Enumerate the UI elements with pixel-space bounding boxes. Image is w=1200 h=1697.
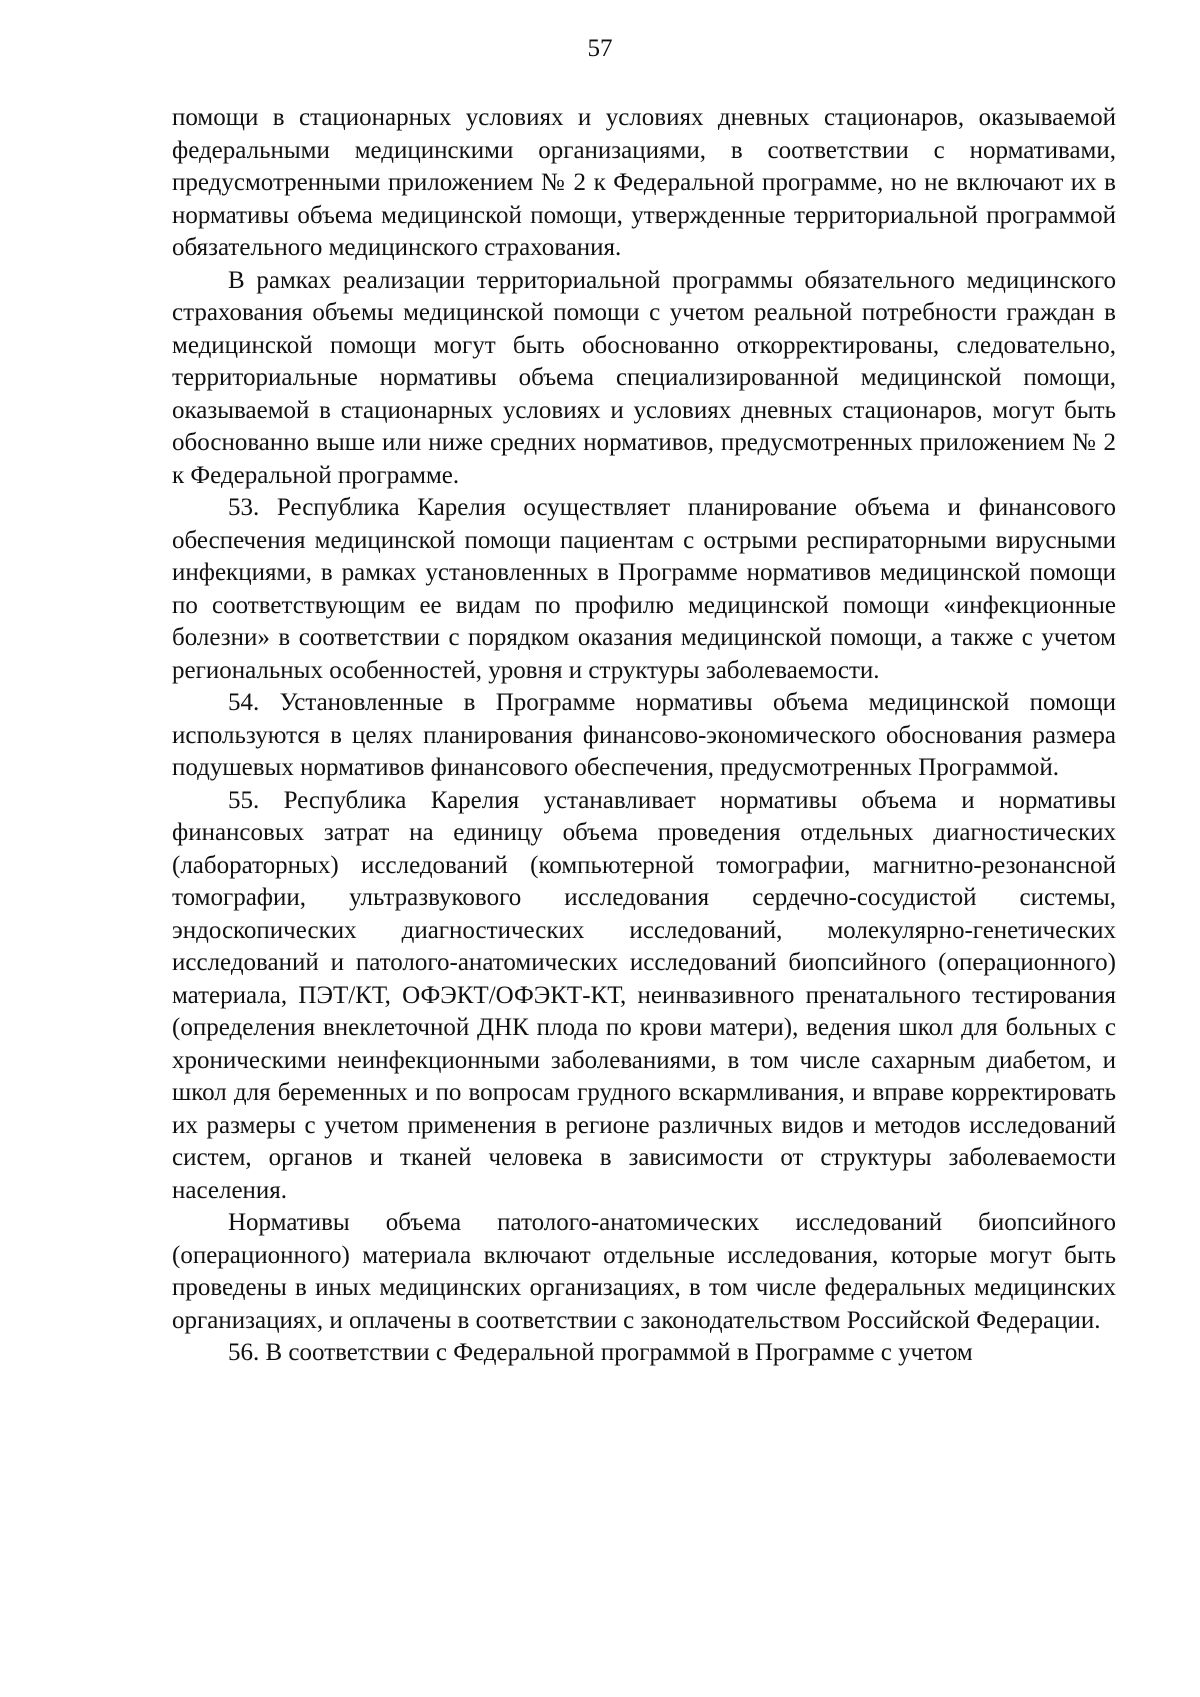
paragraph-56: 56. В соответствии с Федеральной программой в Программе с учетом <box>228 1339 973 1366</box>
page-number: 57 <box>587 35 613 62</box>
paragraph-pathology-norms: Нормативы объема патолого-анатомических исследований биопсийного (операционного) материала включают отдельные исследования, которые могут быть проведены в иных медицинских организациях, в том числе федеральных медицинских организациях, и оплачены в соответствии с законодательством Российской Федерации. <box>172 1209 1116 1334</box>
paragraph-55: 55. Республика Карелия устанавливает нормативы объема и нормативы финансовых затрат на единицу объема проведения отдельных диагностических (лабораторных) исследований (компьютерной томографии, магнитно-резонансной томографии, ультразвукового исследования сердечно-сосудистой системы, эндоскопических диагностических исследований, молекулярно-генетических исследований и патолого-анатомических исследований биопсийного (операционного) материала, ПЭТ/КТ, ОФЭКТ/ОФЭКТ-КТ, неинвазивного пренатального тестирования (определения внеклеточной ДНК плода по крови матери), ведения школ для больных с хроническими неинфекционными заболеваниями, в том числе сахарным диабетом, и школ для беременных и по вопросам грудного вскармливания, и вправе корректировать их размеры с учетом применения в регионе различных видов и методов исследований систем, органов и тканей человека в зависимости от структуры заболеваемости населения. <box>172 786 1116 1204</box>
document-body <box>172 102 1116 1370</box>
paragraph-continuation: помощи в стационарных условиях и условиях дневных стационаров, оказываемой федеральными медицинскими организациями, в соответствии с нормативами, предусмотренными приложением № 2 к Федеральной программе, но не включают их в нормативы объема медицинской помощи, утвержденные территориальной программой обязательного медицинского страхования. <box>172 104 1116 261</box>
paragraph-53: 53. Республика Карелия осуществляет планирование объема и финансового обеспечения медицинской помощи пациентам с острыми респираторными вирусными инфекциями, в рамках установленных в Программе нормативов медицинской помощи по соответствующим ее видам по профилю медицинской помощи «инфекционные болезни» в соответствии с порядком оказания медицинской помощи, а также с учетом региональных особенностей, уровня и структуры заболеваемости. <box>172 494 1116 684</box>
paragraph-54: 54. Установленные в Программе нормативы объема медицинской помощи используются в целях планирования финансово-экономического обоснования размера подушевых нормативов финансового обеспечения, предусмотренных Программой. <box>172 689 1116 781</box>
paragraph-oms-volumes: В рамках реализации территориальной программы обязательного медицинского страхования объемы медицинской помощи с учетом реальной потребности граждан в медицинской помощи могут быть обоснованно откорректированы, следовательно, территориальные нормативы объема специализированной медицинской помощи, оказываемой в стационарных условиях и условиях дневных стационаров, могут быть обоснованно выше или ниже средних нормативов, предусмотренных приложением № 2 к Федеральной программе. <box>172 266 1116 489</box>
